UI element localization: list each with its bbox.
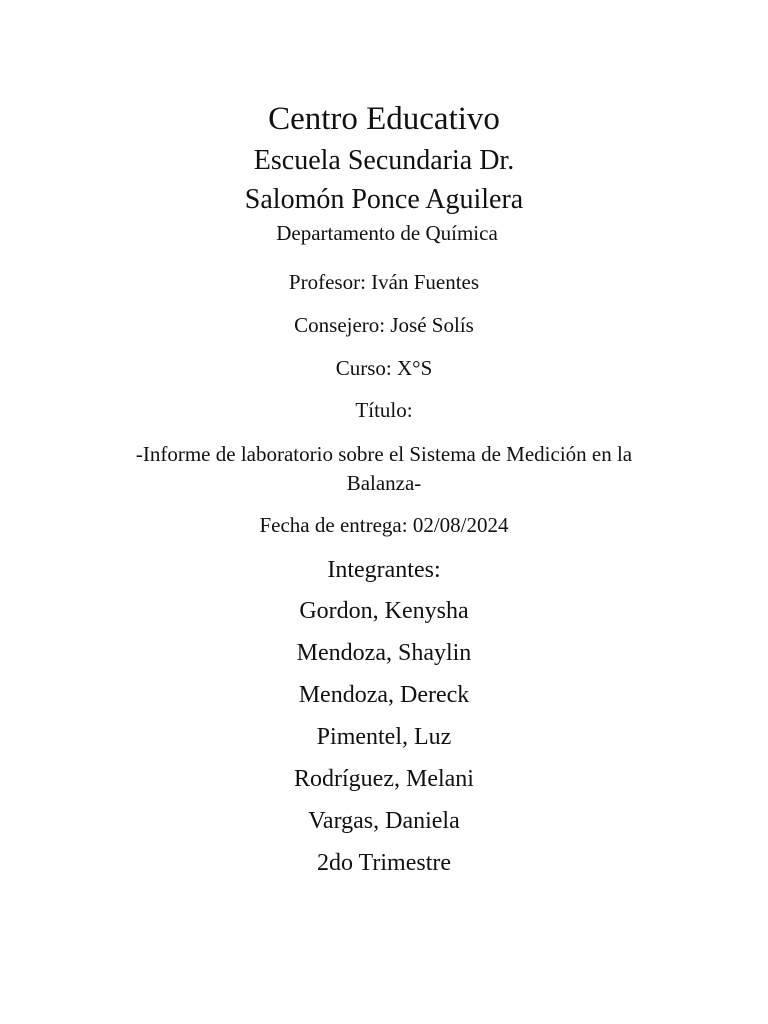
member-item: Mendoza, Dereck (298, 682, 470, 708)
title-label: Título: (355, 398, 413, 422)
member-item: Mendoza, Shaylin (296, 640, 472, 666)
term-line: 2do Trimestre (316, 850, 451, 876)
member-item: Pimentel, Luz (316, 724, 452, 750)
member-item: Rodríguez, Melani (294, 766, 474, 792)
school-name-line-1: Escuela Secundaria Dr. (253, 145, 515, 176)
professor-line: Profesor: Iván Fuentes (288, 270, 480, 294)
course-line: Curso: X°S (335, 356, 433, 380)
due-date-line: Fecha de entrega: 02/08/2024 (259, 513, 509, 537)
department-name: Departamento de Química (276, 221, 498, 245)
institution-title: Centro Educativo (268, 101, 500, 137)
members-heading: Integrantes: (327, 557, 441, 583)
counselor-line: Consejero: José Solís (294, 313, 474, 337)
members-list (0, 596, 768, 848)
school-name-line-2: Salomón Ponce Aguilera (244, 184, 524, 215)
member-item: Vargas, Daniela (308, 808, 460, 834)
report-title: -Informe de laboratorio sobre el Sistema de Medición en la Balanza- (135, 442, 633, 495)
member-item: Gordon, Kenysha (299, 598, 469, 624)
